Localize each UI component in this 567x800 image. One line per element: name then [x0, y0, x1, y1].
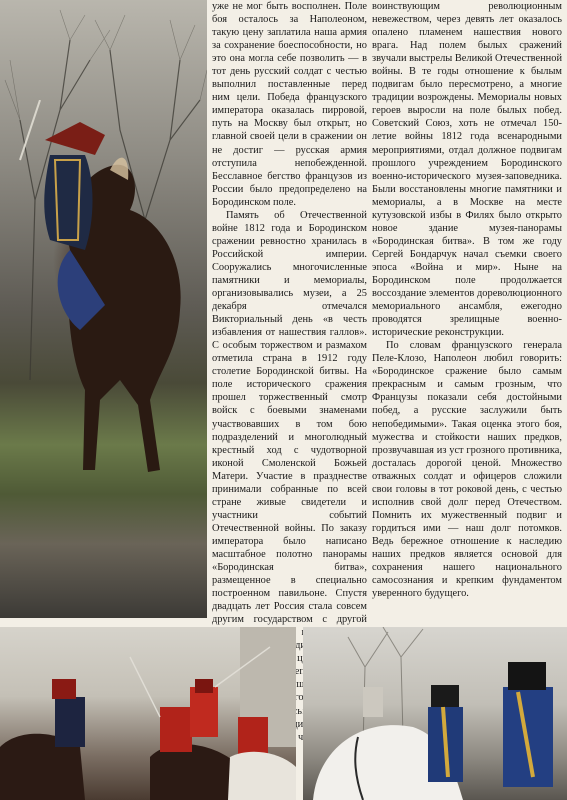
article-column-middle: [212, 0, 367, 626]
hussars-white-horse-photo: [303, 627, 567, 800]
rider-silhouette: [10, 100, 200, 480]
paragraph: По словам французского генерала Пеле-Клозо, Наполеон любил говорить: «Бородинское сражение было самым прекрасным и самым грозным, что Французы показали себя достойными побед, а русские заслужили быть непобедимыми». Такая оценка этого боя, мужества и стойкости наших предков, прозвучавшая из уст грозного противника, досталась дорогой ценой. Множество отважных солдат и офицеров сложили свои головы в тот роковой день, с честью исполнив свой долг перед Отечеством. Помнить их мужественный подвиг и гордиться ими — наш долг потомков. Ведь бережное отношение к наследию наших предков является основой для сохранения нашего национального самосознания и крепким фундаментом уверенного будущего.: [372, 340, 562, 600]
hussars-parade-photo: [0, 627, 296, 800]
paragraph: воинствующим революционным невежеством, через девять лет оказалось опалено пламенем нашествия нового врага. Над полем былых сражений звучали выстрелы Великой Отечественной войны. В те годы отношение к былым подвигам было пересмотрено, а многие традиции возрождены. Мемориалы новых героев выросли на поле былых побед. Советский Союз, хоть не отмечал 150-летие войны 1812 года всенародными мероприятиями, отдал должное подвигам прошлого учреждением Бородинского военно-исторического музея-заповедника. Были восстановлены многие памятники и мемориалы, а в Москве на месте кутузовской избы в Филях было открыто новое здание музея-панорамы «Бородинская битва». В том же году Сергей Бондарчук начал съемки своего эпоса «Война и мир». Ныне на Бородинском поле продолжается воссоздание элементов дореволюционного мемориального ансамбля, ежегодно проводятся зрелищные военно-исторические реконструкции.: [372, 1, 563, 339]
hussar-rider-photo: [0, 0, 207, 618]
hussars-graphic: [303, 627, 567, 800]
paragraph: уже не мог быть восполнен. Поле боя осталось за Наполеоном, такую цену заплатила наша армия за сохранение боеспособности, но это она могла себе позволить — в тот день русский солдат с честью выполнил поставленные перед ним цели. Победа французского императора оказалась пирровой, путь на Москву был открыт, но главной своей цели в сражении он не достиг — русская армия отступила непобежденной. Бесславное бегство французов из России было предопределено на Бородинском поле.: [212, 1, 367, 208]
article-column-right: [372, 0, 562, 622]
hussars-graphic: [0, 627, 296, 800]
paragraph: Память об Отечественной войне 1812 года и Бородинском сражении ревностно хранилась в Российской империи. Сооружались многочисленные памятники и мемориалы, организовывались музеи, а 25 декабря отмечался Викториальный день «в честь избавления от нашествия галлов». С особым торжеством и размахом отметила страна в 1912 году столетие Бородинской битвы. На поле исторического сражения прошел торжественный смотр войск с боевыми знаменами участвовавших в том бою подразделений и многолюдный крестный ход с чудотворной иконой Смоленской Божьей Матери. Участие в празднестве принимали собранные по всей стране живые свидетели и участники событий Отечественной войны. По заказу императора было написано масштабное полотно панорамы «Бородинская битва», размещенное в специально построенном павильоне. Спустя двадцать лет Россия стала совсем другим государством с другой: [212, 209, 367, 626]
